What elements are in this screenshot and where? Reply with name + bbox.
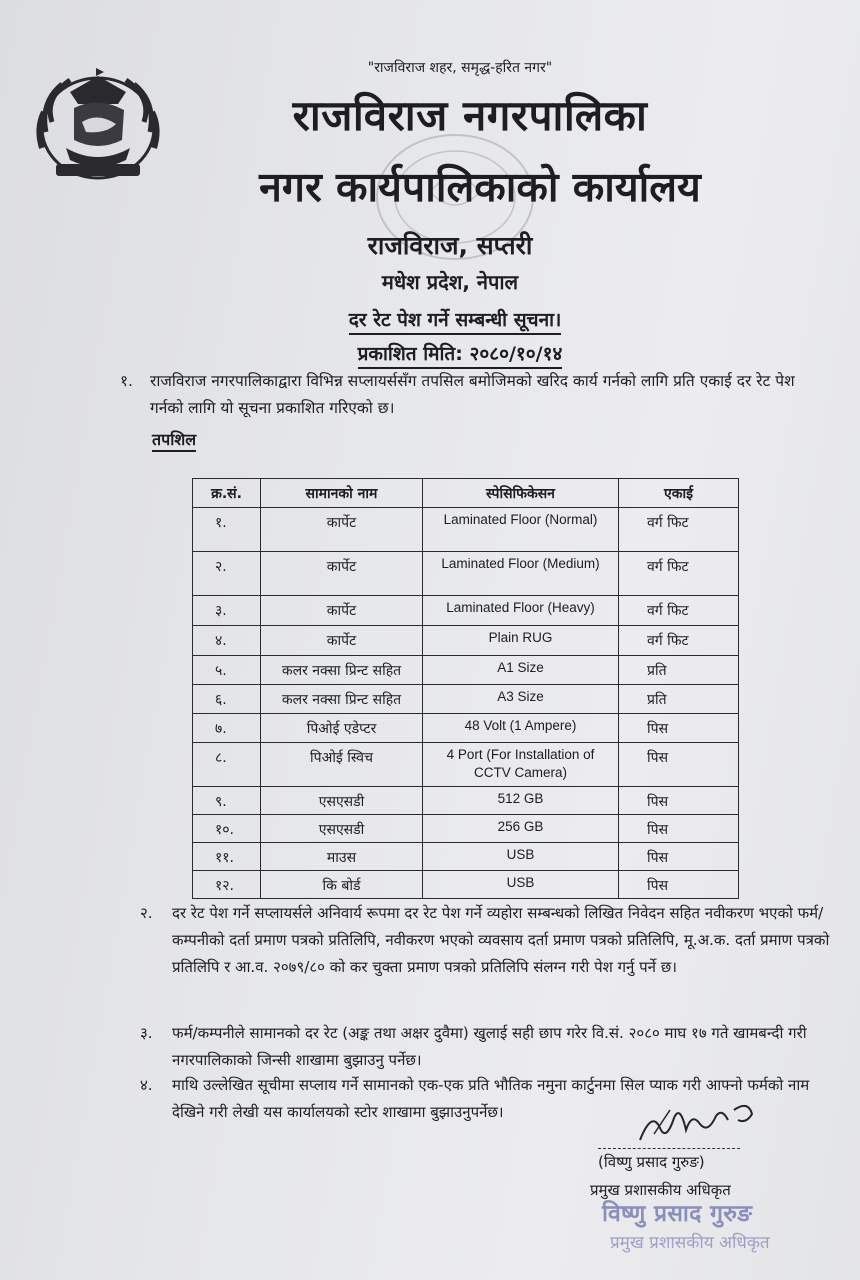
cell-sn: ११. — [193, 843, 261, 871]
note-number: ४. — [140, 1076, 153, 1094]
note-number: ३. — [140, 1024, 153, 1042]
table-row — [193, 626, 739, 656]
government-emblem-icon — [26, 62, 170, 186]
signatory-title: प्रमुख प्रशासकीय अधिकृत — [590, 1181, 731, 1199]
cell-sn: ५. — [193, 656, 261, 685]
published-date-text: प्रकाशित मिति: २०८०/१०/१४ — [358, 343, 563, 369]
table-row — [193, 596, 739, 626]
cell-sn: ८. — [193, 743, 261, 787]
table-row — [193, 508, 739, 552]
cell-name: कार्पेट — [261, 508, 423, 552]
province: मधेश प्रदेश, नेपाल — [381, 270, 519, 294]
title-stamp: प्रमुख प्रशासकीय अधिकृत — [610, 1233, 770, 1253]
intro-paragraph — [120, 368, 830, 422]
signatory-name: (विष्णु प्रसाद गुरुङ) — [598, 1153, 705, 1171]
items-table — [192, 478, 739, 899]
cell-name: कलर नक्सा प्रिन्ट सहित — [261, 685, 423, 714]
cell-spec: 512 GB — [423, 787, 619, 815]
cell-unit: वर्ग फिट — [619, 552, 739, 596]
cell-spec: Plain RUG — [423, 626, 619, 656]
cell-unit: पिस — [619, 714, 739, 743]
cell-unit: प्रति — [619, 685, 739, 714]
notice-subject-text: दर रेट पेश गर्ने सम्बन्धी सूचना। — [349, 309, 562, 335]
cell-spec: Laminated Floor (Medium) — [423, 552, 619, 596]
cell-sn: १०. — [193, 815, 261, 843]
cell-sn: ३. — [193, 596, 261, 626]
cell-name: कार्पेट — [261, 552, 423, 596]
cell-name: कलर नक्सा प्रिन्ट सहित — [261, 656, 423, 685]
header-unit: एकाई — [619, 479, 739, 508]
cell-sn: १. — [193, 508, 261, 552]
cell-spec: A3 Size — [423, 685, 619, 714]
cell-sn: १२. — [193, 871, 261, 899]
cell-unit: पिस — [619, 871, 739, 899]
table-row — [193, 685, 739, 714]
cell-sn: २. — [193, 552, 261, 596]
cell-spec: Laminated Floor (Normal) — [423, 508, 619, 552]
cell-name: एसएसडी — [261, 815, 423, 843]
cell-name: पिओई स्विच — [261, 743, 423, 787]
notice-subject — [300, 306, 610, 332]
header-item-name: सामानको नाम — [261, 479, 423, 508]
municipality-title: राजविराज नगरपालिका — [292, 91, 648, 140]
location: राजविराज, सप्तरी — [367, 231, 533, 260]
cell-spec: 4 Port (For Installation of CCTV Camera) — [423, 743, 619, 787]
table-row — [193, 787, 739, 815]
cell-unit: वर्ग फिट — [619, 596, 739, 626]
cell-name: एसएसडी — [261, 787, 423, 815]
intro-number: १. — [120, 372, 133, 390]
note-2 — [140, 900, 830, 981]
cell-spec: USB — [423, 871, 619, 899]
note-text: दर रेट पेश गर्ने सप्लायर्सले अनिवार्य रूपमा दर रेट पेश गर्ने व्यहोरा सम्बन्धको लिखित निवेदन सहित नवीकरण भएको फर्म/कम्पनीको दर्ता प्रमाण पत्रको प्रतिलिपि, नवीकरण भएको व्यवसाय दर्ता प्रमाण पत्रको प्रतिलिपि, मू.अ.क. दर्ता प्रमाण पत्रको प्रतिलिपि र आ.व. २०७९/८० को कर चुक्ता प्रमाण पत्रको प्रतिलिपि संलग्न गरी पेश गर्नु पर्ने छ। — [172, 904, 830, 976]
cell-unit: पिस — [619, 743, 739, 787]
signature-line — [598, 1148, 740, 1149]
table-row — [193, 871, 739, 899]
table-row — [193, 815, 739, 843]
cell-sn: ७. — [193, 714, 261, 743]
cell-name: कार्पेट — [261, 596, 423, 626]
header-sn: क्र.सं. — [193, 479, 261, 508]
cell-name: कार्पेट — [261, 626, 423, 656]
note-3 — [140, 1020, 830, 1074]
office-title: नगर कार्यपालिकाको कार्यालय — [259, 163, 701, 211]
cell-sn: ४. — [193, 626, 261, 656]
cell-unit: वर्ग फिट — [619, 626, 739, 656]
cell-unit: पिस — [619, 815, 739, 843]
tapsil-heading — [152, 428, 196, 450]
tapsil-heading-text: तपशिल — [152, 430, 196, 452]
cell-sn: ६. — [193, 685, 261, 714]
cell-unit: वर्ग फिट — [619, 508, 739, 552]
cell-name: माउस — [261, 843, 423, 871]
note-number: २. — [140, 904, 153, 922]
cell-spec: A1 Size — [423, 656, 619, 685]
intro-text: राजविराज नगरपालिकाद्वारा विभिन्न सप्लायर्ससँग तपसिल बमोजिमको खरिद कार्य गर्नको लागि प्रति एकाई दर रेट पेश गर्नको लागि यो सूचना प्रकाशित गरिएको छ। — [150, 372, 795, 417]
slogan: "राजविराज शहर, समृद्ध-हरित नगर" — [367, 60, 553, 76]
table-row — [193, 656, 739, 685]
cell-spec: USB — [423, 843, 619, 871]
cell-unit: प्रति — [619, 656, 739, 685]
note-text: फर्म/कम्पनीले सामानको दर रेट (अङ्क तथा अक्षर दुवैमा) खुलाई सही छाप गरेर वि.सं. २०८० माघ १७ गते खामबन्दी गरी नगरपालिकाको जिन्सी शाखामा बुझाउनु पर्नेछ। — [172, 1024, 807, 1069]
table-row — [193, 552, 739, 596]
cell-sn: ९. — [193, 787, 261, 815]
cell-unit: पिस — [619, 843, 739, 871]
note-text: माथि उल्लेखित सूचीमा सप्लाय गर्ने सामानको एक-एक प्रति भौतिक नमुना कार्टुनमा सिल प्याक गरी आफ्नो फर्मको नाम देखिने गरी लेखी यस कार्यालयको स्टोर शाखामा बुझाउनुपर्नेछ। — [172, 1076, 810, 1121]
cell-spec: Laminated Floor (Heavy) — [423, 596, 619, 626]
table-row — [193, 743, 739, 787]
header-specification: स्पेसिफिकेसन — [423, 479, 619, 508]
table-header-row — [193, 479, 739, 508]
name-stamp: विष्णु प्रसाद गुरुङ — [602, 1201, 753, 1227]
handwritten-signature — [630, 1090, 770, 1150]
cell-spec: 48 Volt (1 Ampere) — [423, 714, 619, 743]
cell-spec: 256 GB — [423, 815, 619, 843]
cell-name: पिओई एडेप्टर — [261, 714, 423, 743]
table-row — [193, 714, 739, 743]
published-date — [310, 340, 610, 366]
table-row — [193, 843, 739, 871]
cell-unit: पिस — [619, 787, 739, 815]
cell-name: कि बोर्ड — [261, 871, 423, 899]
